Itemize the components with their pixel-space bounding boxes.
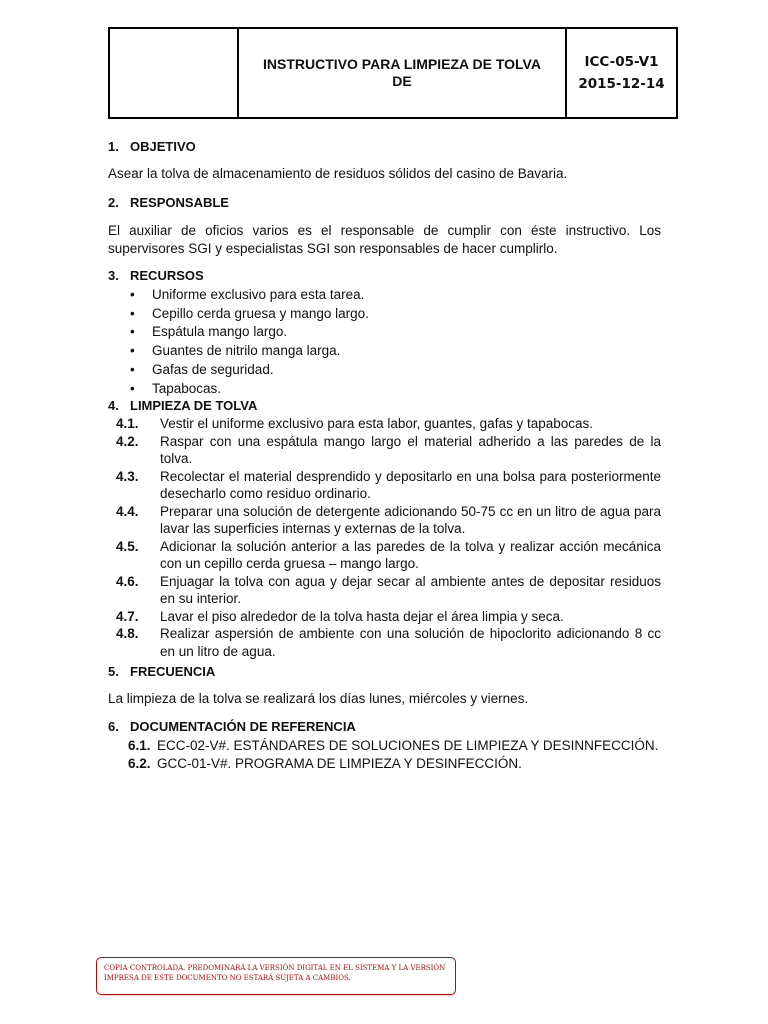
reference-list — [108, 737, 661, 772]
list-item: • Cepillo cerda gruesa y mango largo. — [108, 305, 369, 324]
step-item — [108, 538, 661, 573]
document-header — [108, 27, 678, 119]
reference-text: GCC-01-V#. PROGRAMA DE LIMPIEZA Y DESINFECCIÓN. — [157, 755, 522, 771]
step-item — [108, 433, 661, 468]
reference-number: 6.1. — [128, 738, 151, 753]
reference-item — [108, 755, 661, 773]
step-text: Enjuagar la tolva con agua y dejar secar al ambiente antes de depositar residuos en su interior. — [160, 573, 661, 606]
responsable-text: El auxiliar de oficios varios es el responsable de cumplir con éste instructivo. Los supervisores SGI y especialistas SGI son responsables de hacer cumplirlo. — [108, 223, 661, 256]
step-text: Lavar el piso alrededor de la tolva hasta dejar el área limpia y seca. — [160, 608, 564, 624]
objetivo-text: Asear la tolva de almacenamiento de residuos sólidos del casino de Bavaria. — [108, 166, 568, 181]
recursos-list — [108, 286, 369, 398]
section-number: 4. — [108, 398, 119, 413]
step-item — [108, 503, 661, 538]
section-title: RECURSOS — [130, 268, 204, 283]
list-item: • Tapabocas. — [108, 380, 369, 399]
reference-number: 6.2. — [128, 755, 151, 771]
step-text: Realizar aspersión de ambiente con una solución de hipoclorito adicionando 8 cc en un litro de agua. — [160, 626, 661, 659]
list-item: • Espátula mango largo. — [108, 323, 369, 342]
document-code: ICC-05-V1 — [584, 54, 659, 70]
section-number: 1. — [108, 139, 119, 154]
section-title: OBJETIVO — [130, 139, 196, 154]
section-heading-objetivo — [108, 139, 196, 154]
section-number: 3. — [108, 268, 119, 283]
step-number: 4.6. — [116, 573, 139, 589]
step-text: Preparar una solución de detergente adicionando 50-75 cc en un litro de agua para lavar las superficies internas y externas de la tolva. — [160, 503, 661, 536]
section-heading-frecuencia — [108, 664, 215, 679]
section-heading-documentacion — [108, 719, 356, 734]
section-title: RESPONSABLE — [130, 195, 229, 210]
section-title: FRECUENCIA — [130, 664, 216, 679]
step-item — [108, 468, 661, 503]
step-text: Raspar con una espátula mango largo el material adherido a las paredes de la tolva. — [160, 433, 661, 466]
step-number: 4.2. — [116, 433, 139, 449]
step-number: 4.4. — [116, 503, 139, 519]
reference-text: ECC-02-V#. ESTÁNDARES DE SOLUCIONES DE LIMPIEZA Y DESINNFECCIÓN. — [157, 738, 659, 753]
list-item: • Gafas de seguridad. — [108, 361, 369, 380]
section-title: LIMPIEZA DE TOLVA — [130, 398, 258, 413]
section-heading-recursos — [108, 268, 204, 283]
document-code-cell — [567, 29, 676, 117]
reference-item — [108, 737, 661, 755]
step-number: 4.1. — [116, 416, 139, 431]
section-heading-responsable — [108, 195, 229, 210]
section-number: 5. — [108, 664, 119, 679]
list-item: • Uniforme exclusivo para esta tarea. — [108, 286, 369, 305]
step-item — [108, 625, 661, 660]
step-number: 4.5. — [116, 538, 139, 554]
step-text: Vestir el uniforme exclusivo para esta labor, guantes, gafas y tapabocas. — [160, 416, 594, 431]
step-number: 4.3. — [116, 468, 139, 484]
limpieza-steps — [108, 415, 661, 660]
section-heading-limpieza — [108, 398, 257, 413]
list-item: • Guantes de nitrilo manga larga. — [108, 342, 369, 361]
section-number: 2. — [108, 195, 119, 210]
controlled-copy-stamp: COPIA CONTROLADA. PREDOMINARÁ LA VERSIÓN DIGITAL EN EL SISTEMA Y LA VERSIÓN IMPRESA DE ESTE DOCUMENTO NO ESTARÁ SUJETA A CAMBIOS. — [96, 957, 456, 995]
step-text: Adicionar la solución anterior a las paredes de la tolva y realizar acción mecánica con un cepillo cerda gruesa – mango largo. — [160, 538, 661, 571]
step-item — [108, 573, 661, 608]
document-title: INSTRUCTIVO PARA LIMPIEZA DE TOLVA DE — [239, 29, 567, 117]
logo-cell — [110, 29, 239, 117]
document-date: 2015-12-14 — [578, 76, 665, 92]
step-item — [108, 608, 661, 626]
section-number: 6. — [108, 719, 119, 734]
section-title: DOCUMENTACIÓN DE REFERENCIA — [130, 719, 356, 734]
step-item — [108, 415, 661, 433]
frecuencia-text: La limpieza de la tolva se realizará los días lunes, miércoles y viernes. — [108, 691, 529, 706]
step-text: Recolectar el material desprendido y depositarlo en una bolsa para posteriormente desecharlo como residuo ordinario. — [160, 468, 661, 501]
step-number: 4.8. — [116, 626, 139, 641]
step-number: 4.7. — [116, 608, 139, 624]
